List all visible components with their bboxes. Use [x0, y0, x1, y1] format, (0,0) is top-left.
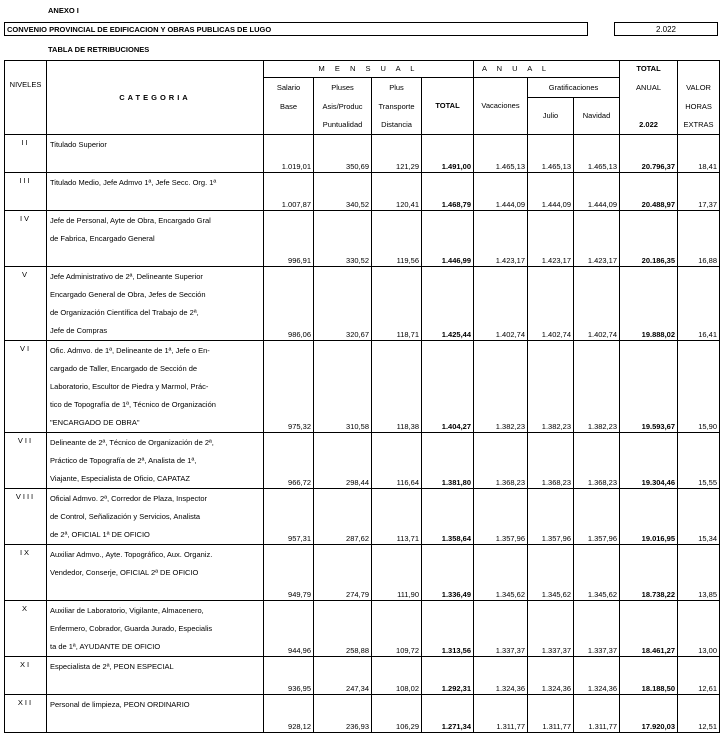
table-row: [5, 433, 720, 489]
vacaciones-cell: 1.368,23: [474, 433, 528, 489]
pluses-cell: 236,93: [314, 695, 372, 733]
salario-base-cell: 928,12: [264, 695, 314, 733]
pluses-cell: 350,69: [314, 135, 372, 173]
annex-label: ANEXO I: [48, 6, 79, 15]
horas-extras-cell: 18,41: [678, 135, 720, 173]
horas-extras-cell: 16,88: [678, 211, 720, 267]
categoria-line: tico de Topografía de 1ª, Técnico de Organización: [50, 400, 216, 409]
nivel-cell: III: [5, 173, 47, 211]
plus-transporte-cell: 118,38: [372, 341, 422, 433]
salario-base-cell: 986,06: [264, 267, 314, 341]
categoria-line: Especialista de 2ª, PEON ESPECIAL: [50, 662, 174, 671]
nivel-cell: VIII: [5, 489, 47, 545]
table-row: [5, 657, 720, 695]
header-categoria: CATEGORIA: [47, 61, 264, 135]
vacaciones-cell: 1.311,77: [474, 695, 528, 733]
plus-transporte-cell: 121,29: [372, 135, 422, 173]
total-mensual-cell: 1.381,80: [422, 433, 474, 489]
plus-transporte-cell: 109,72: [372, 601, 422, 657]
total-anual-cell: 17.920,03: [620, 695, 678, 733]
categoria-line: Ofic. Admvo. de 1ª, Delineante de 1ª, Jefe o En-: [50, 346, 210, 355]
categoria-line: ta de 1ª, AYUDANTE DE OFICIO: [50, 642, 161, 651]
categoria-line: Auxiliar de Laboratorio, Vigilante, Almacenero,: [50, 606, 204, 615]
header-valor-2: HORAS: [678, 98, 720, 116]
categoria-line: Auxiliar Admvo., Ayte. Topográfico, Aux. Organiz.: [50, 550, 213, 559]
vacaciones-cell: 1.345,62: [474, 545, 528, 601]
categoria-line: de 2ª, OFICIAL 1ª DE OFICIO: [50, 530, 150, 539]
horas-extras-cell: 12,61: [678, 657, 720, 695]
salario-base-cell: 936,95: [264, 657, 314, 695]
horas-extras-cell: 13,85: [678, 545, 720, 601]
nivel-cell: VII: [5, 433, 47, 489]
categoria-cell: [47, 601, 264, 657]
total-mensual-cell: 1.468,79: [422, 173, 474, 211]
categoria-cell: [47, 341, 264, 433]
total-mensual-cell: 1.271,34: [422, 695, 474, 733]
table-row: [5, 211, 720, 267]
plus-transporte-cell: 119,56: [372, 211, 422, 267]
pluses-cell: 330,52: [314, 211, 372, 267]
pluses-cell: 320,67: [314, 267, 372, 341]
header-plus-t-1: Plus: [372, 78, 422, 98]
nivel-cell: XI: [5, 657, 47, 695]
table-row: [5, 489, 720, 545]
header-gratificaciones: Gratificaciones: [528, 78, 620, 98]
total-mensual-cell: 1.404,27: [422, 341, 474, 433]
total-anual-cell: 18.461,27: [620, 601, 678, 657]
header-mensual: M E N S U A L: [264, 61, 474, 78]
julio-cell: 1.324,36: [528, 657, 574, 695]
total-anual-cell: 19.888,02: [620, 267, 678, 341]
total-anual-cell: 19.304,46: [620, 433, 678, 489]
table-row: [5, 267, 720, 341]
table-row: [5, 601, 720, 657]
categoria-cell: [47, 433, 264, 489]
plus-transporte-cell: 106,29: [372, 695, 422, 733]
navidad-cell: 1.423,17: [574, 211, 620, 267]
header-navidad: Navidad: [574, 98, 620, 135]
categoria-line: Delineante de 2ª, Técnico de Organización de 2ª,: [50, 438, 214, 447]
convenio-title-box: CONVENIO PROVINCIAL DE EDIFICACION Y OBRAS PUBLICAS DE LUGO: [4, 22, 588, 36]
categoria-cell: [47, 267, 264, 341]
nivel-cell: IX: [5, 545, 47, 601]
categoria-line: Titulado Medio, Jefe Admvo 1ª, Jefe Secc. Org. 1ª: [50, 178, 217, 187]
julio-cell: 1.337,37: [528, 601, 574, 657]
categoria-cell: [47, 173, 264, 211]
horas-extras-cell: 17,37: [678, 173, 720, 211]
total-anual-cell: 20.488,97: [620, 173, 678, 211]
categoria-line: de Fabrica, Encargado General: [50, 234, 155, 243]
pluses-cell: 274,79: [314, 545, 372, 601]
vacaciones-cell: 1.337,37: [474, 601, 528, 657]
header-valor-3: EXTRAS: [678, 116, 720, 135]
salario-base-cell: 949,79: [264, 545, 314, 601]
total-mensual-cell: 1.313,56: [422, 601, 474, 657]
table-row: [5, 695, 720, 733]
header-niveles: NIVELES: [5, 61, 47, 135]
categoria-line: Encargado General de Obra, Jefes de Sección: [50, 290, 206, 299]
plus-transporte-cell: 118,71: [372, 267, 422, 341]
header-plus-t-2: Transporte: [372, 98, 422, 116]
total-mensual-cell: 1.425,44: [422, 267, 474, 341]
vacaciones-cell: 1.423,17: [474, 211, 528, 267]
pluses-cell: 247,34: [314, 657, 372, 695]
total-mensual-cell: 1.446,99: [422, 211, 474, 267]
nivel-cell: VI: [5, 341, 47, 433]
julio-cell: 1.382,23: [528, 341, 574, 433]
categoria-cell: [47, 211, 264, 267]
nivel-cell: X: [5, 601, 47, 657]
total-anual-cell: 20.796,37: [620, 135, 678, 173]
total-anual-cell: 19.016,95: [620, 489, 678, 545]
vacaciones-cell: 1.357,96: [474, 489, 528, 545]
categoria-cell: [47, 135, 264, 173]
navidad-cell: 1.345,62: [574, 545, 620, 601]
total-anual-cell: 19.593,67: [620, 341, 678, 433]
plus-transporte-cell: 111,90: [372, 545, 422, 601]
nivel-cell: V: [5, 267, 47, 341]
vacaciones-cell: 1.402,74: [474, 267, 528, 341]
plus-transporte-cell: 120,41: [372, 173, 422, 211]
header-salario-2: Base: [264, 98, 314, 116]
categoria-line: Viajante, Especialista de Oficio, CAPATAZ: [50, 474, 190, 483]
navidad-cell: 1.311,77: [574, 695, 620, 733]
navidad-cell: 1.357,96: [574, 489, 620, 545]
categoria-cell: [47, 657, 264, 695]
julio-cell: 1.357,96: [528, 489, 574, 545]
plus-transporte-cell: 113,71: [372, 489, 422, 545]
categoria-line: "ENCARGADO DE OBRA": [50, 418, 140, 427]
nivel-cell: IV: [5, 211, 47, 267]
vacaciones-cell: 1.465,13: [474, 135, 528, 173]
categoria-line: Titulado Superior: [50, 140, 107, 149]
table-row: [5, 545, 720, 601]
vacaciones-cell: 1.382,23: [474, 341, 528, 433]
categoria-line: Práctico de Topografía de 2ª, Analista de 1ª,: [50, 456, 197, 465]
categoria-line: Personal de limpieza, PEON ORDINARIO: [50, 700, 190, 709]
vacaciones-cell: 1.444,09: [474, 173, 528, 211]
total-anual-cell: 20.186,35: [620, 211, 678, 267]
total-mensual-cell: 1.358,64: [422, 489, 474, 545]
header-plus-t-3: Distancia: [372, 116, 422, 135]
categoria-line: cargado de Taller, Encargado de Sección de: [50, 364, 198, 373]
header-pluses-2: Asis/Produc: [314, 98, 372, 116]
nivel-cell: XII: [5, 695, 47, 733]
categoria-line: Vendedor, Conserje, OFICIAL 2ª DE OFICIO: [50, 568, 199, 577]
plus-transporte-cell: 116,64: [372, 433, 422, 489]
categoria-cell: [47, 489, 264, 545]
navidad-cell: 1.337,37: [574, 601, 620, 657]
salario-base-cell: 966,72: [264, 433, 314, 489]
table-title: TABLA DE RETRIBUCIONES: [48, 45, 150, 54]
salario-base-cell: 957,31: [264, 489, 314, 545]
horas-extras-cell: 15,55: [678, 433, 720, 489]
header-pluses-1: Pluses: [314, 78, 372, 98]
categoria-line: Jefe de Personal, Ayte de Obra, Encargado Gral: [50, 216, 211, 225]
horas-extras-cell: 16,41: [678, 267, 720, 341]
horas-extras-cell: 15,90: [678, 341, 720, 433]
retribuciones-table: [4, 60, 720, 733]
pluses-cell: 298,44: [314, 433, 372, 489]
julio-cell: 1.465,13: [528, 135, 574, 173]
pluses-cell: 340,52: [314, 173, 372, 211]
header-vacaciones: Vacaciones: [474, 78, 528, 135]
horas-extras-cell: 12,51: [678, 695, 720, 733]
header-total-top: TOTAL: [620, 61, 678, 78]
salario-base-cell: 975,32: [264, 341, 314, 433]
categoria-line: Enfermero, Cobrador, Guarda Jurado, Especialis: [50, 624, 213, 633]
categoria-line: de Organización Científica del Trabajo de 2ª,: [50, 308, 199, 317]
julio-cell: 1.402,74: [528, 267, 574, 341]
header-pluses-3: Puntualidad: [314, 116, 372, 135]
categoria-cell: [47, 695, 264, 733]
header-julio: Julio: [528, 98, 574, 135]
plus-transporte-cell: 108,02: [372, 657, 422, 695]
total-anual-cell: 18.188,50: [620, 657, 678, 695]
julio-cell: 1.345,62: [528, 545, 574, 601]
julio-cell: 1.311,77: [528, 695, 574, 733]
julio-cell: 1.368,23: [528, 433, 574, 489]
navidad-cell: 1.382,23: [574, 341, 620, 433]
total-mensual-cell: 1.491,00: [422, 135, 474, 173]
salario-base-cell: 996,91: [264, 211, 314, 267]
salario-base-cell: 1.019,01: [264, 135, 314, 173]
horas-extras-cell: 15,34: [678, 489, 720, 545]
table-row: [5, 341, 720, 433]
categoria-cell: [47, 545, 264, 601]
header-salario-1: Salario: [264, 78, 314, 98]
navidad-cell: 1.444,09: [574, 173, 620, 211]
header-total-year: 2.022: [620, 116, 678, 135]
categoria-line: Oficial Admvo. 2ª, Corredor de Plaza, Inspector: [50, 494, 208, 503]
julio-cell: 1.423,17: [528, 211, 574, 267]
pluses-cell: 287,62: [314, 489, 372, 545]
navidad-cell: 1.324,36: [574, 657, 620, 695]
nivel-cell: II: [5, 135, 47, 173]
salario-base-cell: 944,96: [264, 601, 314, 657]
table-row: [5, 135, 720, 173]
julio-cell: 1.444,09: [528, 173, 574, 211]
table-row: [5, 173, 720, 211]
pluses-cell: 258,88: [314, 601, 372, 657]
navidad-cell: 1.465,13: [574, 135, 620, 173]
header-total: TOTAL: [422, 78, 474, 135]
year-box: 2.022: [614, 22, 718, 36]
total-mensual-cell: 1.336,49: [422, 545, 474, 601]
header-total-anual: ANUAL: [620, 78, 678, 98]
horas-extras-cell: 13,00: [678, 601, 720, 657]
total-mensual-cell: 1.292,31: [422, 657, 474, 695]
categoria-line: Laboratorio, Escultor de Piedra y Marmol, Prác-: [50, 382, 209, 391]
salario-base-cell: 1.007,87: [264, 173, 314, 211]
categoria-line: Jefe Administrativo de 2ª, Delineante Superior: [50, 272, 203, 281]
vacaciones-cell: 1.324,36: [474, 657, 528, 695]
pluses-cell: 310,58: [314, 341, 372, 433]
navidad-cell: 1.368,23: [574, 433, 620, 489]
total-anual-cell: 18.738,22: [620, 545, 678, 601]
header-valor-1: VALOR: [678, 78, 720, 98]
header-anual: A N U A L: [474, 61, 620, 78]
categoria-line: Jefe de Compras: [50, 326, 108, 335]
navidad-cell: 1.402,74: [574, 267, 620, 341]
categoria-line: de Control, Señalización y Servicios, Analista: [50, 512, 201, 521]
